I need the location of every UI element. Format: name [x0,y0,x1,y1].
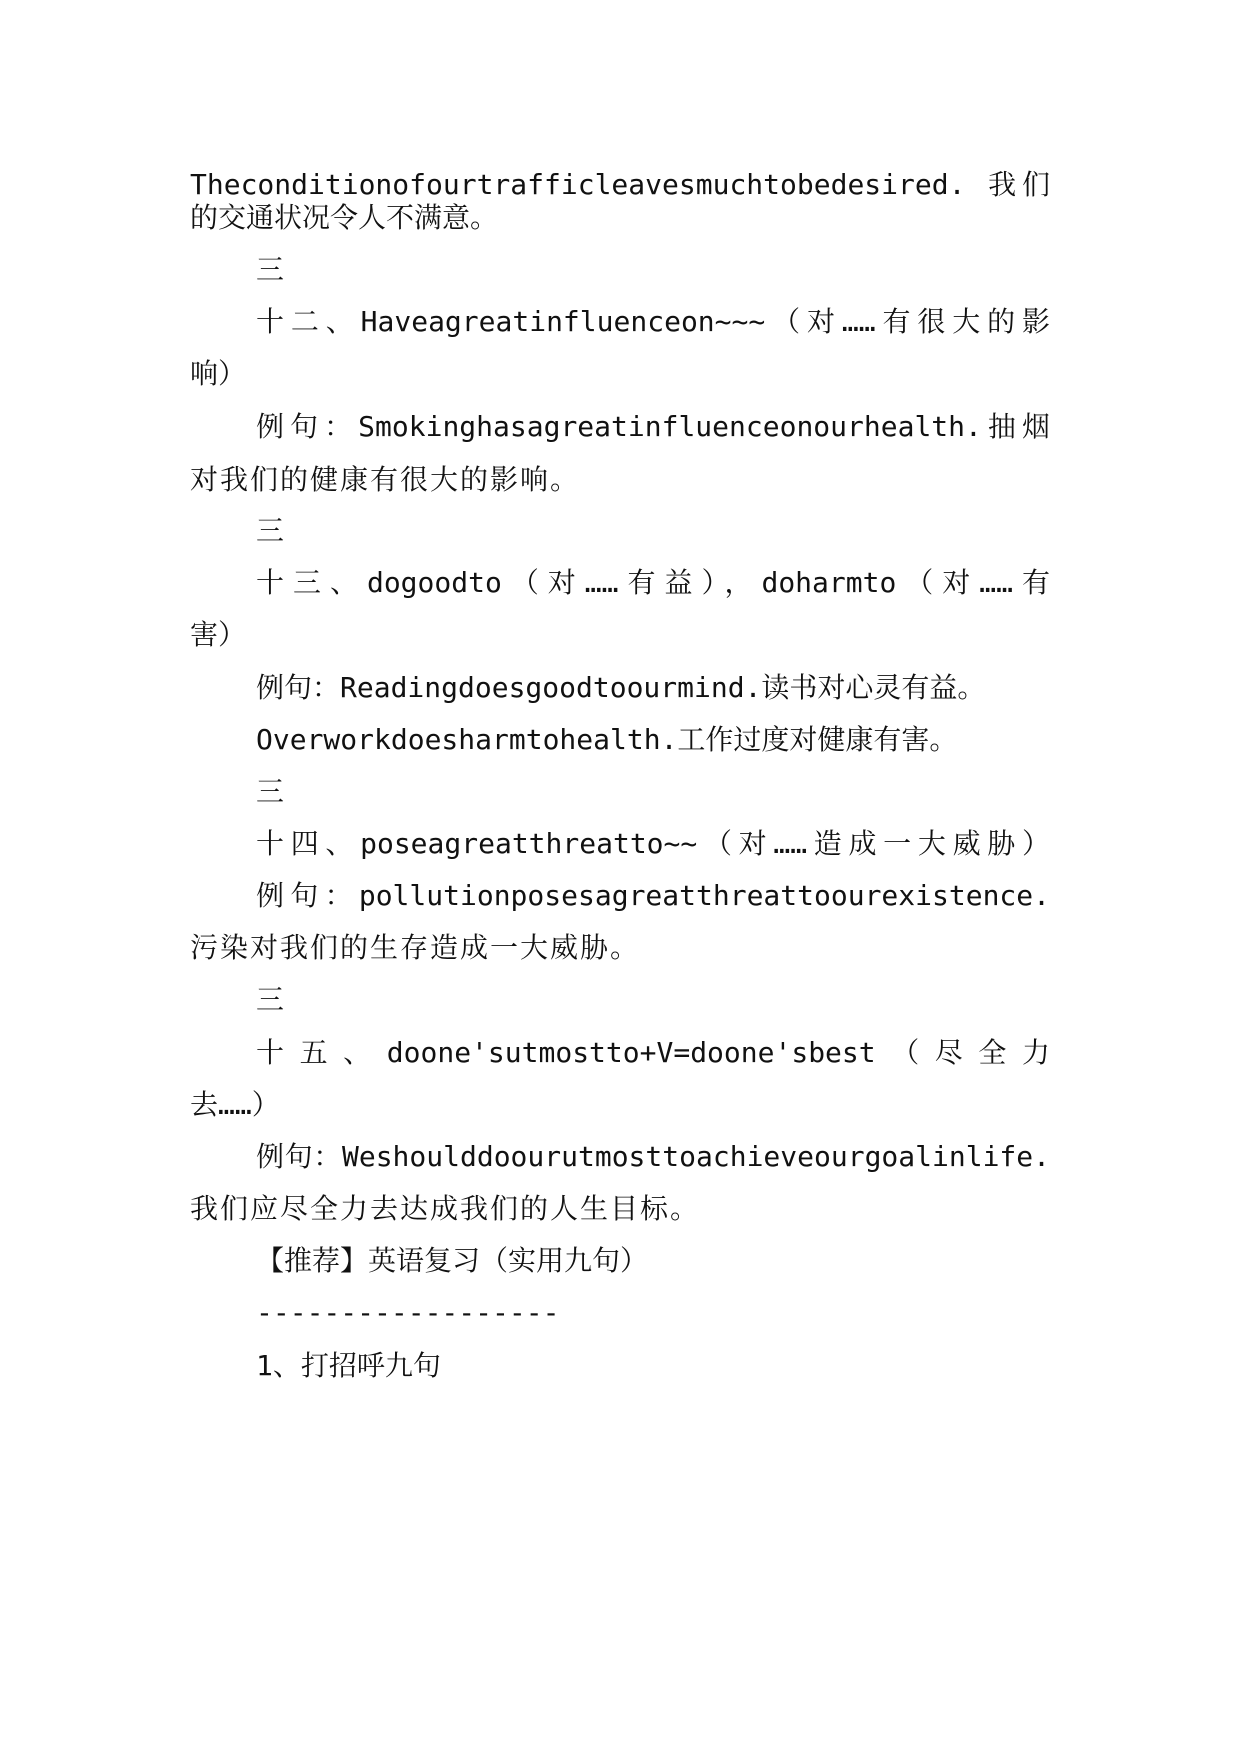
text-line: 响） [190,357,247,390]
text-line: 我们应尽全力去达成我们的人生目标。 [190,1192,701,1225]
list-heading: 1、打招呼九句 [256,1349,441,1382]
example-sentence: 例句：Smokinghasagreatinfluenceonourhealth.抽烟 [256,410,1050,443]
text-line: 的交通状况令人不满意。 [190,201,499,234]
example-sentence: 例句：Readingdoesgoodtoourmind.读书对心灵有益。 [256,671,986,704]
example-sentence: 例句：Weshoulddoourutmosttoachieveourgoalinlife. [256,1140,1050,1173]
section-heading: 十五、doone'sutmostto+V=doone'sbest（尽全力 [256,1036,1050,1069]
text-line: 害） [190,618,247,651]
example-sentence: Overworkdoesharmtohealth.工作过度对健康有害。 [256,723,958,756]
section-marker: 三 [256,514,285,547]
section-marker: 三 [256,775,285,808]
text-line: Theconditionofourtrafficleavesmuchtobedesired. 我们 [190,168,1050,201]
article-title: 【推荐】英语复习（实用九句） [256,1244,649,1277]
text-line: 去……） [190,1088,280,1121]
section-heading: 十三、dogoodto（对……有益），doharmto（对……有 [256,566,1050,599]
example-sentence: 例句：pollutionposesagreatthreattoourexistence. [256,879,1050,912]
section-marker: 三 [256,253,285,286]
text-line: 对我们的健康有很大的影响。 [190,463,581,496]
separator-line: ------------------ [256,1296,560,1329]
text-line: 污染对我们的生存造成一大威胁。 [190,931,641,964]
section-marker: 三 [256,983,285,1016]
section-heading: 十二、Haveagreatinfluenceon~~~（对……有很大的影 [256,305,1050,338]
section-heading: 十四、poseagreatthreatto~~（对……造成一大威胁） [256,827,1050,860]
